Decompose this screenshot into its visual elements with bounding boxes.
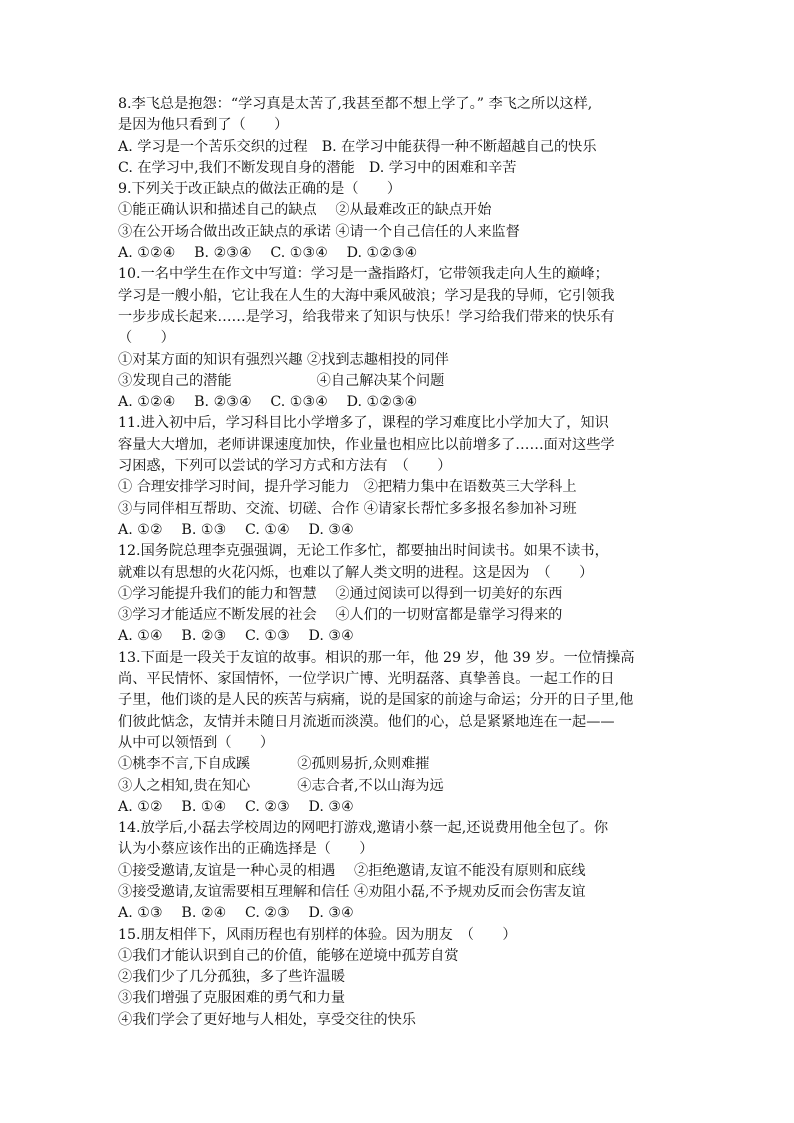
question-text-line: 15.朋友相伴下，风雨历程也有别样的体验。因为朋友 （ ） (118, 926, 517, 943)
question-text-line: （ ） (118, 330, 175, 347)
question-text-line: ④我们学会了更好地与人相处，享受交往的快乐 (118, 1011, 416, 1028)
question-text-line: ③人之相知,贵在知心 ④志合者,不以山海为远 (118, 777, 444, 794)
question-text-line: 尚、平民情怀、家国情怀，一位学识广博、光明磊落、真挚善良。一起工作的日 (118, 671, 615, 688)
question-text-line: 就难以有思想的火花闪烁，也难以了解人类文明的进程。这是因为 （ ） (118, 564, 594, 581)
question-text-line: A. ①②④ B. ②③④ C. ①③④ D. ①②③④ (118, 245, 418, 262)
question-block (118, 541, 678, 647)
question-text-line: 一步步成长起来……是学习，给我带来了知识与快乐！学习给我们带来的快乐有 (118, 308, 615, 325)
question-text-line: 11.进入初中后，学习科目比小学增多了，课程的学习难度比小学加大了，知识 (118, 415, 609, 432)
question-text-line: 们彼此惦念，友情并未随日月流逝而淡漠。他们的心，总是紧紧地连在一起—— (118, 713, 615, 730)
question-text-line: A. ①③ B. ②④ C. ②③ D. ③④ (118, 905, 354, 922)
question-text-line: 认为小蔡应该作出的正确选择是（ ） (118, 841, 374, 858)
question-text-line: 习困惑，下列可以尝试的学习方式和方法有 （ ） (118, 458, 452, 475)
question-text-line: 学习是一艘小船，它让我在人生的大海中乘风破浪；学习是我的导师，它引领我 (118, 287, 615, 304)
question-block (118, 179, 678, 264)
question-text-line: ③接受邀请,友谊需要相互理解和信任 ④劝阻小磊,不予规劝反而会伤害友谊 (118, 883, 586, 900)
question-text-line: ①我们才能认识到自己的价值，能够在逆境中孤芳自赏 (118, 947, 459, 964)
question-text-line: 从中可以领悟到（ ） (118, 734, 275, 751)
question-text-line: 10.一名中学生在作文中写道：学习是一盏指路灯，它带领我走向人生的巅峰； (118, 266, 609, 283)
question-text-line: C. 在学习中,我们不断发现自身的潜能 D. 学习中的困难和辛苦 (118, 159, 517, 176)
question-text-line: ①对某方面的知识有强烈兴趣 ②找到志趣相投的同伴 (118, 351, 449, 368)
question-block (118, 925, 678, 1031)
question-text-line: ① 合理安排学习时间，提升学习能力 ②把精力集中在语数英三大学科上 (118, 479, 577, 496)
question-text-line: ②我们少了几分孤独，多了些许温暖 (118, 969, 346, 986)
question-text-line: ③在公开场合做出改正缺点的承诺 ④请一个自己信任的人来监督 (118, 223, 520, 240)
question-text-line: 14.放学后,小磊去学校周边的网吧打游戏,邀请小蔡一起,还说费用他全包了。你 (118, 820, 609, 837)
question-block (118, 94, 678, 179)
question-block (118, 264, 678, 413)
question-text-line: A. 学习是一个苦乐交织的过程 B. 在学习中能获得一种不断超越自己的快乐 (118, 138, 597, 155)
question-text-line: 子里，他们谈的是人民的疾苦与病痛，说的是国家的前途与命运；分开的日子里,他 (118, 692, 634, 709)
question-text-line: 13.下面是一段关于友谊的故事。相识的那一年，他 29 岁，他 39 岁。一位情操高 (118, 649, 635, 666)
question-text-line: A. ①②④ B. ②③④ C. ①③④ D. ①②③④ (118, 394, 418, 411)
question-text-line: ③与同伴相互帮助、交流、切磋、合作 ④请家长帮忙多多报名参加补习班 (118, 500, 577, 517)
question-text-line: ①桃李不言,下自成蹊 ②孤则易折,众则难摧 (118, 756, 430, 773)
question-document (118, 94, 678, 1031)
question-text-line: ①能正确认识和描述自己的缺点 ②从最难改正的缺点开始 (118, 202, 492, 219)
question-text-line: 是因为他只看到了（ ） (118, 117, 289, 134)
question-block (118, 648, 678, 818)
question-text-line: A. ①④ B. ②③ C. ①③ D. ③④ (118, 628, 354, 645)
question-text-line: 12.国务院总理李克强强调，无论工作多忙，都要抽出时间读书。如果不读书， (118, 543, 609, 560)
question-text-line: ①接受邀请,友谊是一种心灵的相遇 ②拒绝邀请,友谊不能没有原则和底线 (118, 862, 586, 879)
question-text-line: A. ①② B. ①③ C. ①④ D. ③④ (118, 521, 354, 538)
question-text-line: 9.下列关于改正缺点的做法正确的是（ ） (118, 181, 402, 198)
question-text-line: ③学习才能适应不断发展的社会 ④人们的一切财富都是靠学习得来的 (118, 607, 563, 624)
question-text-line: A. ①② B. ①④ C. ②③ D. ③④ (118, 798, 354, 815)
question-text-line: 容量大大增加，老师讲课速度加快，作业量也相应比以前增多了……面对这些学 (118, 436, 615, 453)
question-block (118, 818, 678, 924)
question-text-line: ③发现自己的潜能 ④自己解决某个问题 (118, 372, 445, 389)
question-text-line: ①学习能提升我们的能力和智慧 ②通过阅读可以得到一切美好的东西 (118, 585, 563, 602)
question-text-line: 8.李飞总是抱怨：“学习真是太苦了,我甚至都不想上学了。” 李飞之所以这样, (118, 96, 593, 112)
question-block (118, 413, 678, 541)
question-text-line: ③我们增强了克服困难的勇气和力量 (118, 990, 346, 1007)
